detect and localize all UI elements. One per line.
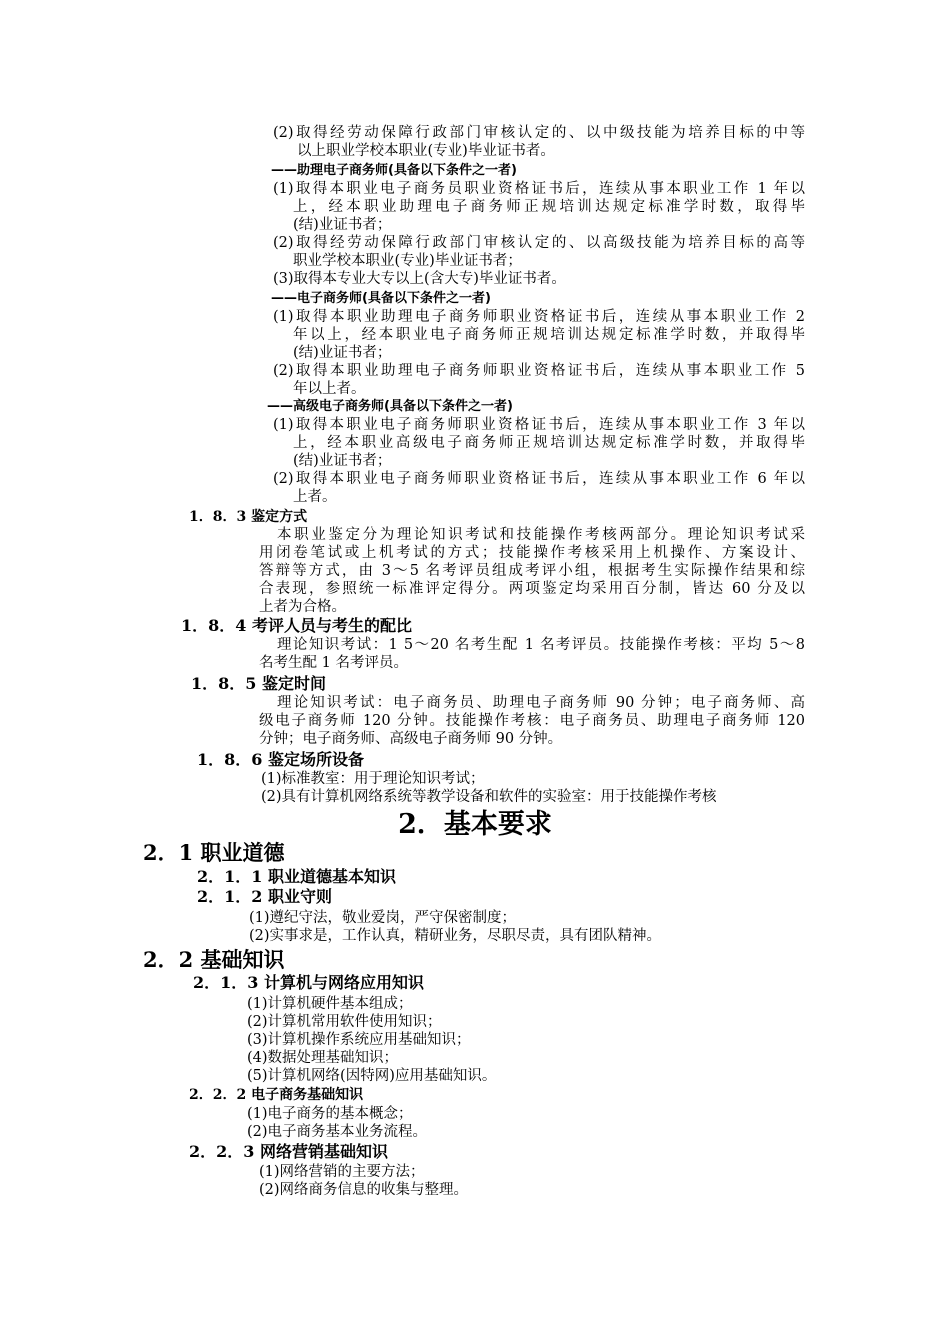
paragraph-text: 用闭卷笔试或上机考试的方式；技能操作考核采用上机操作、方案设计、 bbox=[259, 545, 805, 561]
condition-text: (2)取得本职业电子商务师职业资格证书后，连续从事本职业工作 6 年以 bbox=[273, 471, 805, 487]
subsection-heading-2-1-1: 2．1．1 职业道德基本知识 bbox=[197, 867, 396, 886]
condition-text: 以上职业学校本职业(专业)毕业证书者。 bbox=[297, 143, 555, 159]
paragraph-text: 本职业鉴定分为理论知识考试和技能操作考核两部分。理论知识考试采 bbox=[277, 527, 805, 543]
senior-ecommerce-heading: ——高级电子商务师(具备以下条件之一者) bbox=[267, 399, 513, 414]
condition-text: (1)取得本职业电子商务员职业资格证书后，连续从事本职业工作 1 年以 bbox=[273, 181, 805, 197]
subsection-heading-2-2-3: 2．2．3 网络营销基础知识 bbox=[189, 1142, 388, 1161]
list-item: (5)计算机网络(因特网)应用基础知识。 bbox=[247, 1068, 497, 1084]
section-heading-2-1: 2．1 职业道德 bbox=[143, 840, 285, 865]
list-item: (2)实事求是，工作认真，精研业务，尽职尽责，具有团队精神。 bbox=[249, 928, 662, 944]
condition-text: (结)业证书者； bbox=[293, 345, 392, 361]
ecommerce-specialist-heading: ——电子商务师(具备以下条件之一者) bbox=[271, 291, 491, 306]
condition-text: (3)取得本专业大专以上(含大专)毕业证书者。 bbox=[273, 271, 566, 287]
condition-text: 年以上者。 bbox=[293, 381, 366, 397]
condition-text: (1)取得本职业助理电子商务师职业资格证书后，连续从事本职业工作 2 bbox=[273, 309, 805, 325]
condition-text: 职业学校本职业(专业)毕业证书者； bbox=[293, 253, 522, 269]
paragraph-text: 名考生配 1 名考评员。 bbox=[259, 655, 408, 671]
list-item: (1)计算机硬件基本组成； bbox=[247, 996, 413, 1012]
list-item: (1)遵纪守法，敬业爱岗，严守保密制度； bbox=[249, 910, 517, 926]
condition-text: 年以上，经本职业电子商务师正规培训达规定标准学时数，并取得毕 bbox=[293, 327, 805, 343]
list-item: (3)计算机操作系统应用基础知识； bbox=[247, 1032, 471, 1048]
subsection-heading-2-1-2: 2．1．2 职业守则 bbox=[197, 887, 332, 906]
condition-text: (结)业证书者； bbox=[293, 453, 392, 469]
section-heading-2-2: 2．2 基础知识 bbox=[143, 947, 285, 972]
chapter-title: 2．基本要求 bbox=[398, 809, 552, 840]
section-heading-1-8-3: 1．8．3 鉴定方式 bbox=[189, 509, 308, 525]
condition-text: 上，经本职业高级电子商务师正规培训达规定标准学时数，并取得毕 bbox=[293, 435, 805, 451]
condition-text: (2)取得经劳动保障行政部门审核认定的、以高级技能为培养目标的高等 bbox=[273, 235, 805, 251]
subsection-heading-2-2-2: 2．2．2 电子商务基础知识 bbox=[189, 1087, 364, 1103]
list-item: (1)电子商务的基本概念； bbox=[247, 1106, 413, 1122]
list-item: (1)网络营销的主要方法； bbox=[259, 1164, 425, 1180]
paragraph-text: 答辩等方式，由 3～5 名考评员组成考评小组，根据考生实际操作结果和综 bbox=[259, 563, 805, 579]
section-heading-1-8-5: 1．8．5 鉴定时间 bbox=[191, 674, 326, 693]
paragraph-text: 上者为合格。 bbox=[259, 599, 346, 615]
list-item: (4)数据处理基础知识； bbox=[247, 1050, 399, 1066]
paragraph-text: 理论知识考试：电子商务员、助理电子商务师 90 分钟；电子商务师、高 bbox=[277, 695, 805, 711]
list-item: (2)具有计算机网络系统等教学设备和软件的实验室：用于技能操作考核 bbox=[261, 789, 717, 805]
section-heading-1-8-4: 1．8．4 考评人员与考生的配比 bbox=[181, 616, 412, 635]
condition-text: 上，经本职业助理电子商务师正规培训达规定标准学时数，取得毕 bbox=[293, 199, 805, 215]
paragraph-text: 分钟；电子商务师、高级电子商务师 90 分钟。 bbox=[259, 731, 563, 747]
condition-text: (2)取得经劳动保障行政部门审核认定的、以中级技能为培养目标的中等 bbox=[273, 125, 805, 141]
list-item: (1)标准教室：用于理论知识考试； bbox=[261, 771, 485, 787]
assistant-ecommerce-heading: ——助理电子商务师(具备以下条件之一者) bbox=[271, 163, 517, 178]
section-heading-1-8-6: 1．8．6 鉴定场所设备 bbox=[197, 750, 364, 769]
paragraph-text: 理论知识考试：1 5～20 名考生配 1 名考评员。技能操作考核：平均 5～8 bbox=[277, 637, 805, 653]
list-item: (2)计算机常用软件使用知识； bbox=[247, 1014, 442, 1030]
list-item: (2)网络商务信息的收集与整理。 bbox=[259, 1182, 469, 1198]
condition-text: (1)取得本职业电子商务师职业资格证书后，连续从事本职业工作 3 年以 bbox=[273, 417, 805, 433]
subsection-heading-2-1-3: 2．1．3 计算机与网络应用知识 bbox=[193, 973, 424, 992]
paragraph-text: 合表现，参照统一标准评定得分。两项鉴定均采用百分制，皆达 60 分及以 bbox=[259, 581, 805, 597]
paragraph-text: 级电子商务师 120 分钟。技能操作考核：电子商务员、助理电子商务师 120 bbox=[259, 713, 805, 729]
condition-text: (结)业证书者； bbox=[293, 217, 392, 233]
condition-text: (2)取得本职业助理电子商务师职业资格证书后，连续从事本职业工作 5 bbox=[273, 363, 805, 379]
list-item: (2)电子商务基本业务流程。 bbox=[247, 1124, 428, 1140]
condition-text: 上者。 bbox=[293, 489, 337, 505]
